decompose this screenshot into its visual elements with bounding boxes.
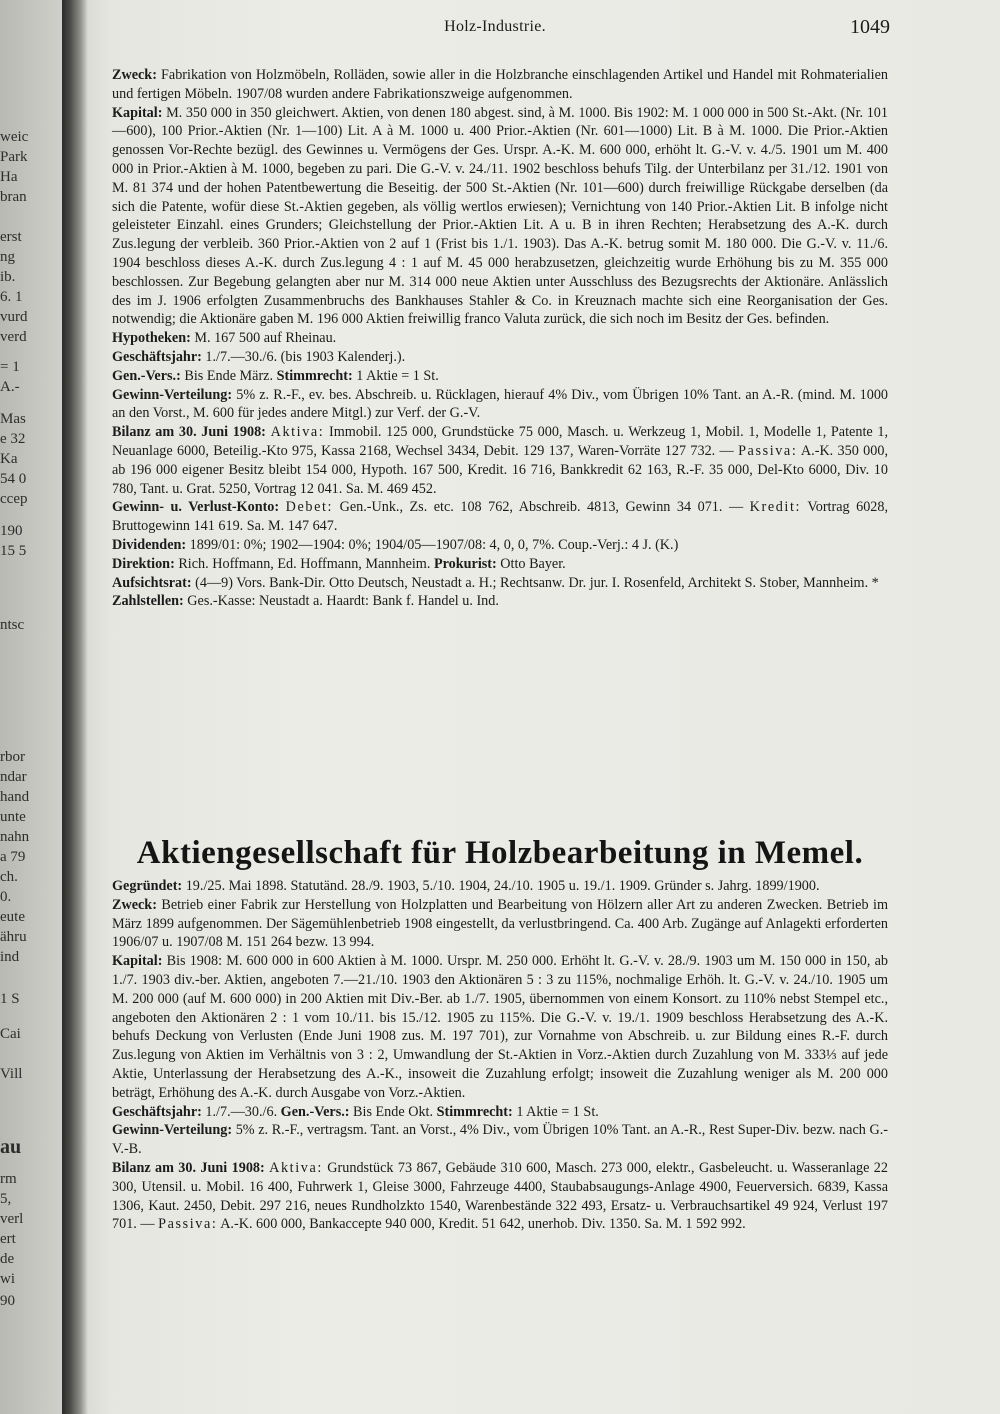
left-fragment: 190 (0, 523, 23, 539)
left-fragment: Ka (0, 451, 18, 467)
left-fragment: verd (0, 329, 27, 345)
s2-gewinn: Gewinn-Verteilung: 5% z. R.-F., vertragsm. Tant. an Vorst., 4% Div., vom Übrigen 10% Tant. an A.-R., Rest Super-Div. bezw. nach G.-V.-B. (112, 1122, 888, 1158)
left-fragment: de (0, 1251, 15, 1267)
left-fragment: Mas (0, 411, 26, 427)
running-header (100, 18, 890, 44)
left-fragment: rm (0, 1171, 17, 1187)
left-fragment: Ha (0, 169, 18, 185)
left-fragment: ng (0, 249, 15, 265)
left-fragment: ert (0, 1231, 16, 1247)
s1-direktion: Direktion: Rich. Hoffmann, Ed. Hoffmann, Mannheim. Prokurist: Otto Bayer. (112, 555, 566, 572)
left-fragment: wi (0, 1271, 15, 1287)
left-fragment: vurd (0, 309, 28, 325)
s1-aufsichtsrat: Aufsichtsrat: (4—9) Vors. Bank-Dir. Otto Deutsch, Neustadt a. H.; Rechtsanw. Dr. jur. I. Rosenfeld, Architekt S. Stober, Mannheim. * (112, 574, 879, 591)
left-fragment: 1 S (0, 991, 20, 1007)
left-fragment: A.- (0, 379, 20, 395)
left-fragment: Park (0, 149, 28, 165)
s2-zweck: Zweck: Betrieb einer Fabrik zur Herstellung von Holzplatten und Bearbeitung von Hölzern aller Art zu anderen Zwecken. Betrieb im März 1899 aufgenommen. Der Sägemühlenbetrieb 1908 eingestellt, da verlustbringend. Ca. 400 Arb. Zugänge auf Anlagekti erforderten 1906/07 u. 1907/08 M. 151 264 bezw. 13 994. (112, 896, 888, 951)
s1-dividenden: Dividenden: 1899/01: 0%; 1902—1904: 0%; 1904/05—1907/08: 4, 0, 0, 7%. Coup.-Verj.: 4 J. (K.) (112, 536, 679, 553)
left-fragment: Vill (0, 1066, 23, 1082)
s2-gegruendet: Gegründet: 19./25. Mai 1898. Statutänd. 28./9. 1903, 5./10. 1904, 24./10. 1905 u. 19./1. 1909. Gründer s. Jahrg. 1899/1900. (112, 878, 820, 894)
running-title: Holz-Industrie. (444, 18, 546, 35)
left-fragment: 5, (0, 1191, 12, 1207)
company-title: Aktiengesellschaft für Holzbearbeitung in Memel. (136, 835, 864, 871)
left-fragment: ndar (0, 769, 27, 785)
s1-geschaeftsjahr: Geschäftsjahr: 1./7.—30./6. (bis 1903 Kalenderj.). (112, 348, 406, 365)
left-fragment: hand (0, 789, 30, 805)
left-fragment: e 32 (0, 431, 26, 447)
s1-gvkonto: Gewinn- u. Verlust-Konto: Debet: Gen.-Unk., Zs. etc. 108 762, Abschreib. 4813, Gewinn 34 071. — Kredit: Vortrag 6028, Bruttogewinn 141 619. Sa. M. 147 647. (112, 499, 889, 535)
left-fragment: 90 (0, 1293, 15, 1309)
left-fragment: ccep (0, 491, 28, 507)
s2-kapital: Kapital: Bis 1908: M. 600 000 in 600 Aktien à M. 1000. Urspr. M. 250 000. Erhöht lt. G.-V. v. 28./9. 1903 um M. 150 000 in 150, ab 1./7. 1903 div.-ber. Aktien, angeboten 7.—21./10. 1903 den Aktionären 5 : 3 zu 115%, nochmalige Erhöh. lt. G.-V. v. 24./10. 1905 um M. 200 000 (auf M. 600 000) in 200 Aktien mit Div.-Ber. ab 1./7. 1905, übernommen von einem Konsort. zu 110% nebst Stempel etc., angeboten den Aktionären 2 : 1 vom 10./11. bis 15./12. 1905 zu 115%. Die G.-V. v. 19./1. 1909 beschloss Herabsetzung des A.-K. behufs Deckung von Verlusten (Ende Juni 1908 zus. M. 197 701), zur Vornahme von Abschreib. u. zur Bildung eines R.-F. durch Zus.legung von Aktien im Verhältnis von 3 : 2, Umwandlung der St.-Aktien in Vorz.-Aktien durch Zuzahlung von M. 333⅓ auf jede Aktie, Unterlassung der Herabsetzung des A.-K., insoweit die Zuzahlung erfolgt; insoweit die Zuzahlung weniger als M. 200 000 beträgt, Erhöhung des A.-K. durch Ausgabe von Vorz.-Aktien. (112, 953, 888, 1101)
s1-zahlstellen: Zahlstellen: Ges.-Kasse: Neustadt a. Haardt: Bank f. Handel u. Ind. (112, 593, 499, 610)
section2-block (112, 877, 888, 1234)
left-fragment: rbor (0, 749, 25, 765)
left-fragment: 15 5 (0, 543, 27, 559)
left-fragment: = 1 (0, 359, 20, 375)
left-fragment: erst (0, 229, 22, 245)
left-fragment: au (0, 1136, 22, 1158)
s2-bilanz: Bilanz am 30. Juni 1908: Aktiva: Grundstück 73 867, Gebäude 310 600, Masch. 273 000, elektr., Gasbeleucht. u. Wasseranlage 22 300, Utensil. u. Mobil. 16 400, Fuhrwerk 1, Gleise 3000, Fahrzeuge 4400, Staubabsaugungs-Anlage 4900, Feuerversich. 6839, Kassa 1306, Kaut. 2450, Debit. 297 216, neues Rundholzkto 1540, Warenbestände 322 493, Ersatz- u. Verbrauchsartikel 49 924, Verlust 197 701. — Passiva: A.-K. 600 000, Bankaccepte 940 000, Kredit. 51 642, unerhob. Div. 1350. Sa. M. 1 592 992. (112, 1159, 888, 1233)
page-number: 1049 (850, 16, 890, 38)
left-fragment: ähru (0, 929, 27, 945)
s1-hypotheken: Hypotheken: M. 167 500 auf Rheinau. (112, 330, 337, 347)
left-fragment: Cai (0, 1026, 21, 1042)
s1-zweck: Zweck: Fabrikation von Holzmöbeln, Rolläden, sowie aller in die Holzbranche einschlagenden Artikel und Handel mit Rohmaterialien und fertigen Möbeln. 1907/08 wurden andere Fabrikationszweige aufgenommen. (112, 67, 888, 102)
left-fragment: bran (0, 189, 27, 205)
left-fragment: ind (0, 949, 20, 965)
left-fragment: unte (0, 809, 26, 825)
section1-block (112, 66, 888, 611)
book-gutter (62, 0, 88, 1414)
left-fragment: ib. (0, 269, 16, 285)
s2-geschaeftsjahr: Geschäftsjahr: 1./7.—30./6. Gen.-Vers.: Bis Ende Okt. Stimmrecht: 1 Aktie = 1 St. (112, 1103, 599, 1120)
s1-kapital: Kapital: M. 350 000 in 350 gleichwert. Aktien, von denen 180 abgest. sind, à M. 1000. Bis 1902: M. 1 000 000 in 500 St.-Akt. (Nr. 101—600), 100 Prior.-Aktien (Nr. 1—100) Lit. A à M. 1000 u. 400 Prior.-Aktien (Nr. 601—1000) Lit. B à M. 1000. Die Prior.-Aktien genossen Vor-Rechte bezügl. des Gewinnes u. Vermögens der Ges. Urspr. A.-K. M. 600 000, erhöht lt. G.-V. v. 4./5. 1901 um M. 400 000 in Prior.-Aktien à M. 1000, begeben zu pari. Die G.-V. v. 24./11. 1902 beschloss behufs Tilg. der Unterbilanz per 31./12. 1901 von M. 81 374 und der hohen Patentbewertung die Beseitig. der 500 St.-Aktien (Nr. 101—600) durch freiwillige Rückgabe derselben (da sich die Patente, wofür diese St.-Aktien gegeben, als völlig wertlos erwiesen); Vernichtung von 140 Prior.-Aktien Lit. B infolge nicht geleisteter Einzahl. eines Grunders; Gleichstellung der Prior.-Aktien Lit. A u. B in ihren Rechten; Herabsetzung des A.-K. durch Zus.legung der verbleib. 360 Prior.-Aktien von 2 auf 1 (Frist bis 1./1. 1903). Das A.-K. betrug somit M. 180 000. Die G.-V. v. 11./6. 1904 beschloss dieses A.-K. durch Zus.legung 4 : 1 auf M. 45 000 herabzusetzen, gleichzeitig wurde Erhöhung bis zu M. 355 000 beschlossen. Zur Begebung gelangten aber nur M. 314 000 neue Aktien unter Ausschluss des Bezugsrechts der Aktionäre. Anlässlich des im J. 1906 erfolgten Zusammenbruchs des Bankhauses Stahler & Co. in Kreuznach machte sich eine Reorganisation der Ges. notwendig; die Aktionäre gaben M. 196 000 Aktien freiwillig franco Valuta zurück, die sich noch im Besitz der Ges. befinden. (112, 104, 888, 328)
left-fragment: ntsc (0, 617, 25, 633)
left-fragment: 0. (0, 889, 12, 905)
s1-bilanz: Bilanz am 30. Juni 1908: Aktiva: Immobil. 125 000, Grundstücke 75 000, Masch. u. Werkzeug 1, Mobil. 1, Modelle 1, Patente 1, Neuanlage 6000, Beteilig.-Kto 975, Kassa 2168, Wechsel 3434, Debit. 129 137, Waren-Vorräte 127 732. — Passiva: A.-K. 350 000, ab 196 000 eigener Besitz bleibt 154 000, Hypoth. 167 500, Kredit. 16 716, Bankkredit 62 163, R.-F. 35 000, Del-Kto 6000, Div. 10 780, Tant. u. Grat. 5250, Vortrag 12 041. Sa. M. 469 452. (112, 424, 889, 497)
adjacent-page-fragments (0, 0, 62, 1414)
left-fragment: ch. (0, 869, 18, 885)
left-fragment: nahn (0, 829, 30, 845)
left-fragment: 54 0 (0, 471, 27, 487)
left-fragment: a 79 (0, 849, 26, 865)
left-fragment: weic (0, 129, 29, 145)
s1-gewinn: Gewinn-Verteilung: 5% z. R.-F., ev. bes. Abschreib. u. Rücklagen, hierauf 4% Div., vom Übrigen 10% Tant. an A.-R. (mind. M. 1000 an den Vorst., M. 600 für jedes andere Mitgl.) zur Verf. der G.-V. (112, 386, 889, 422)
s1-genvers: Gen.-Vers.: Bis Ende März. Stimmrecht: 1 Aktie = 1 St. (112, 367, 439, 384)
left-fragment: eute (0, 909, 25, 925)
left-fragment: 6. 1 (0, 289, 23, 305)
left-fragment: verl (0, 1211, 24, 1227)
